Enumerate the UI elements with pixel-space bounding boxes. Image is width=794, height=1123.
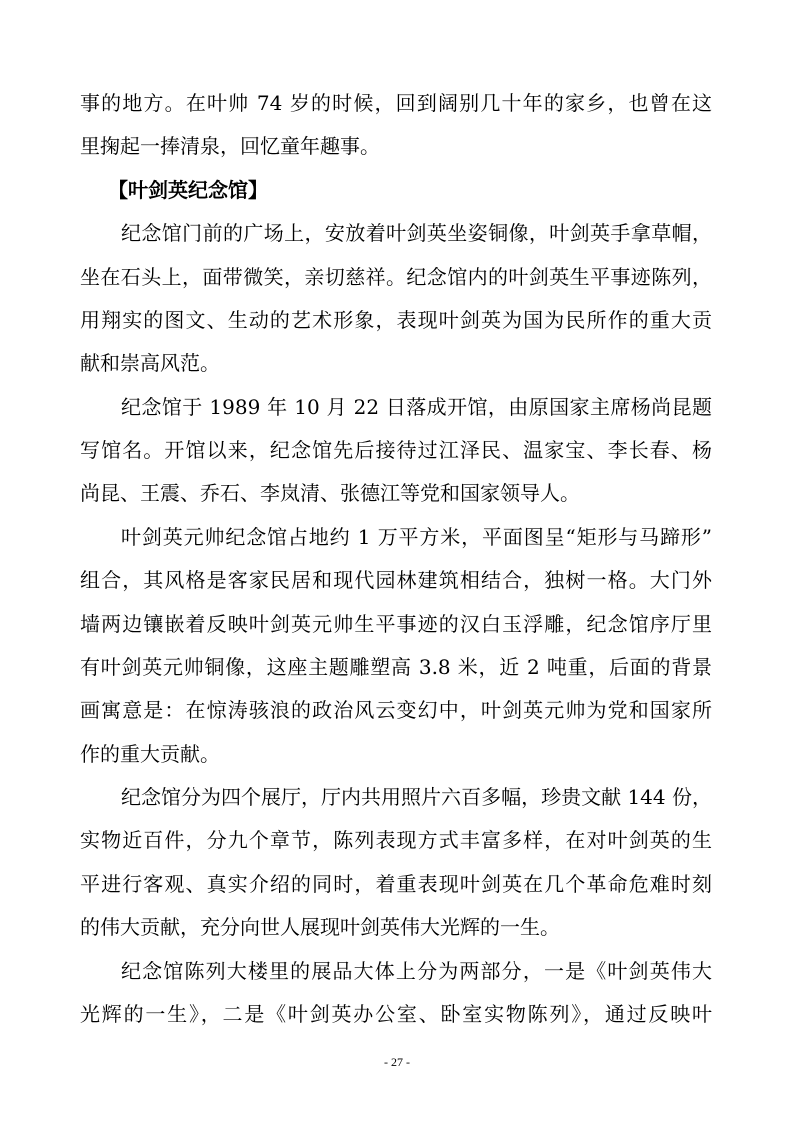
body-text-line: 平进行客观、真实介绍的同时，着重表现叶剑英在几个革命危难时刻 — [80, 871, 712, 896]
body-text-line: 用翔实的图文、生动的艺术形象，表现叶剑英为国为民所作的重大贡 — [80, 307, 712, 332]
body-text-line: 里掬起一捧清泉，回忆童年趣事。 — [80, 134, 380, 159]
body-text-line: 献和崇高风范。 — [80, 351, 220, 376]
body-text-line: 墙两边镶嵌着反映叶剑英元帅生平事迹的汉白玉浮雕，纪念馆序厅里 — [80, 611, 712, 636]
body-text-line: 的伟大贡献，充分向世人展现叶剑英伟大光辉的一生。 — [80, 915, 560, 940]
body-text-line: 坐在石头上，面带微笑，亲切慈祥。纪念馆内的叶剑英生平事迹陈列， — [80, 264, 712, 289]
body-text-line: 纪念馆于 1989 年 10 月 22 日落成开馆，由原国家主席杨尚昆题 — [121, 394, 712, 419]
body-text-line: 实物近百件，分九个章节，陈列表现方式丰富多样，在对叶剑英的生 — [80, 828, 712, 853]
body-text-line: 纪念馆陈列大楼里的展品大体上分为两部分，一是《叶剑英伟大 — [121, 958, 712, 983]
body-text-line: 光辉的一生》，二是《叶剑英办公室、卧室实物陈列》，通过反映叶 — [80, 1002, 712, 1026]
body-text-line: 纪念馆门前的广场上，安放着叶剑英坐姿铜像，叶剑英手拿草帽， — [121, 221, 712, 246]
body-text-line: 写馆名。开馆以来，纪念馆先后接待过江泽民、温家宝、李长春、杨 — [80, 438, 712, 463]
section-heading: 【叶剑英纪念馆】 — [108, 177, 268, 202]
body-text-line: 叶剑英元帅纪念馆占地约 1 万平方米，平面图呈“矩形与马蹄形” — [121, 524, 712, 549]
page-number: - 27 - — [384, 1055, 410, 1069]
body-text-line: 画寓意是：在惊涛骇浪的政治风云变幻中，叶剑英元帅为党和国家所 — [80, 698, 712, 723]
body-text-line: 作的重大贡献。 — [80, 741, 220, 766]
body-text-line: 尚昆、王震、乔石、李岚清、张德江等党和国家领导人。 — [80, 481, 580, 506]
body-text-line: 纪念馆分为四个展厅，厅内共用照片六百多幅，珍贵文献 144 份， — [121, 785, 712, 810]
body-text-line: 组合，其风格是客家民居和现代园林建筑相结合，独树一格。大门外 — [80, 568, 712, 593]
body-text-line: 有叶剑英元帅铜像，这座主题雕塑高 3.8 米，近 2 吨重，后面的背景 — [80, 654, 712, 679]
body-text-line: 事的地方。在叶帅 74 岁的时候，回到阔别几十年的家乡，也曾在这 — [80, 91, 712, 115]
